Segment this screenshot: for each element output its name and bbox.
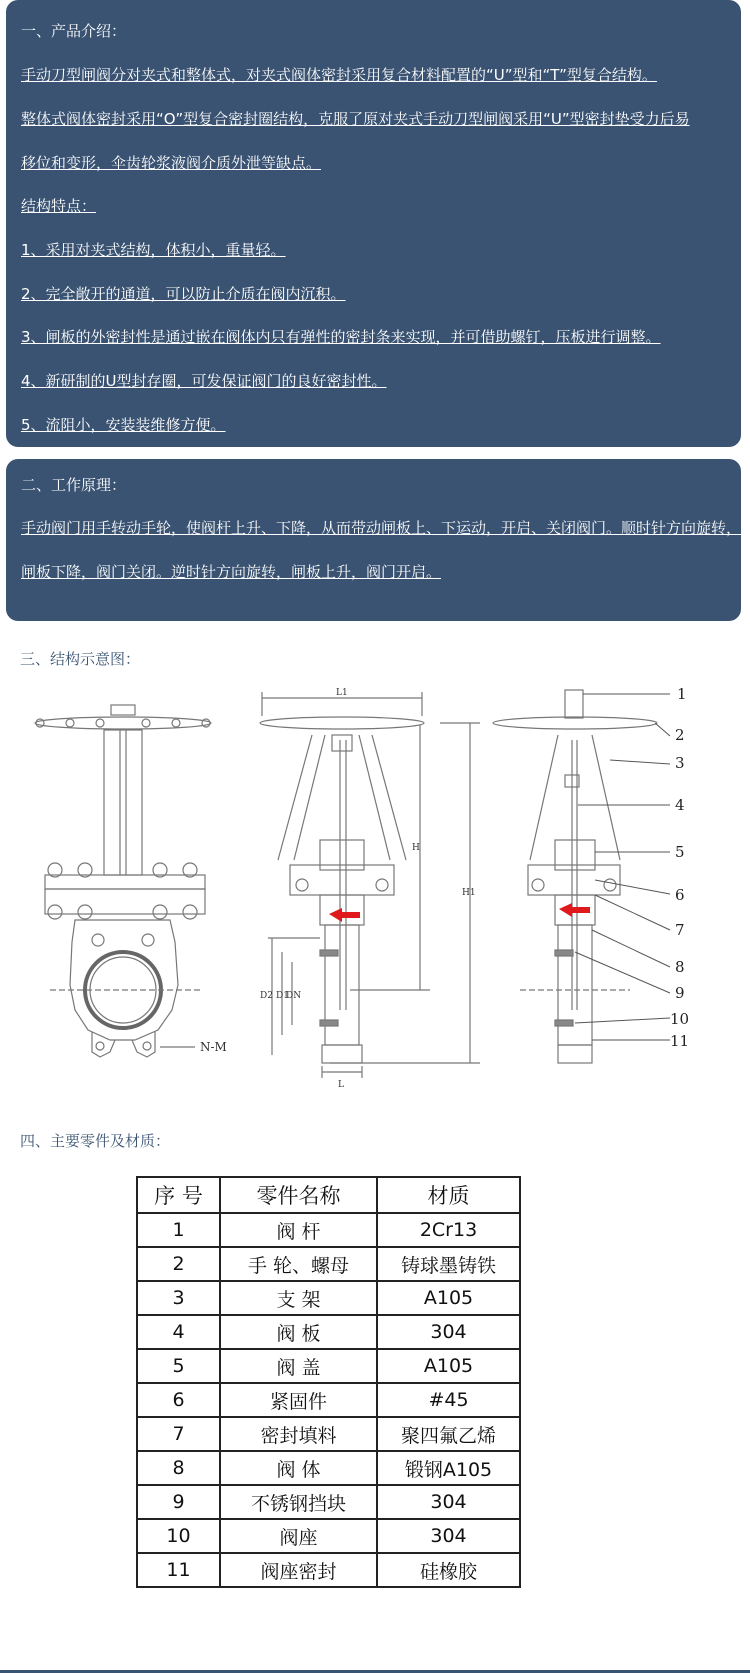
table-row	[137, 1315, 520, 1349]
dim-label-nm: N-M	[200, 1040, 227, 1054]
feature-item: 3、闸板的外密封性是通过嵌在阀体内只有弹性的密封条来实现，并可借助螺钉，压板进行调整。	[21, 328, 661, 346]
material-cell: 2Cr13	[377, 1213, 520, 1247]
table-row	[137, 1553, 520, 1587]
part-name-cell: 手 轮、螺母	[220, 1247, 377, 1281]
table-row	[137, 1451, 520, 1485]
part-name-cell: 阀座	[220, 1519, 377, 1553]
material-cell: #45	[377, 1383, 520, 1417]
working-principle-panel	[6, 459, 741, 621]
header-number: 序 号	[137, 1177, 220, 1213]
feature-item: 1、采用对夹式结构，体积小，重量轻。	[21, 241, 286, 259]
material-cell: 锻钢A105	[377, 1451, 520, 1485]
table-row	[137, 1247, 520, 1281]
dim-label-dn: DN	[286, 991, 302, 1001]
principle-line: 闸板下降，阀门关闭。逆时针方向旋转，闸板上升，阀门开启。	[21, 563, 442, 581]
dim-label-l1: L1	[336, 688, 348, 698]
intro-line: 移位和变形，伞齿轮浆液阀介质外泄等缺点。	[21, 154, 322, 172]
dim-label-d1: D1	[276, 991, 289, 1001]
part-name-cell: 不锈钢挡块	[220, 1485, 377, 1519]
valve-structure-diagram	[20, 680, 740, 1100]
flow-arrow-middle	[329, 908, 360, 922]
part-number-cell: 9	[137, 1485, 220, 1519]
material-cell: 硅橡胶	[377, 1553, 520, 1587]
principle-line: 手动阀门用手转动手轮，使阀杆上升、下降，从而带动闸板上、下运动，开启、关闭阀门。顺时针方向旋转，	[21, 519, 742, 537]
valve-drawing-svg	[20, 680, 740, 1100]
front-view-drawing	[35, 705, 211, 1057]
part-number-cell: 8	[137, 1451, 220, 1485]
callout-8: 8	[675, 958, 685, 976]
part-number-cell: 5	[137, 1349, 220, 1383]
callout-6: 6	[675, 886, 685, 904]
callout-7: 7	[675, 921, 685, 939]
intro-line: 整体式阀体密封采用“O”型复合密封圈结构，克服了原对夹式手动刀型闸阀采用“U”型密封垫受力后易	[21, 110, 690, 128]
dim-label-h1: H1	[462, 888, 476, 898]
part-name-cell: 阀 盖	[220, 1349, 377, 1383]
feature-item: 5、流阻小，安装装维修方便。	[21, 416, 226, 434]
part-number-cell: 7	[137, 1417, 220, 1451]
dim-label-d2: D2	[260, 991, 273, 1001]
features-heading: 结构特点：	[21, 197, 97, 215]
part-number-cell: 1	[137, 1213, 220, 1247]
material-cell: 304	[377, 1485, 520, 1519]
exploded-section-view-drawing	[493, 690, 657, 1063]
header-part-name: 零件名称	[220, 1177, 377, 1213]
dim-label-h: H	[412, 843, 420, 853]
product-intro-panel	[6, 0, 741, 447]
feature-item: 4、新研制的U型封存圈，可发保证阀门的良好密封性。	[21, 372, 387, 390]
feature-item: 2、完全敞开的通道，可以防止介质在阀内沉积。	[21, 285, 346, 303]
dim-label-l: L	[338, 1080, 344, 1090]
callout-1: 1	[677, 685, 687, 703]
header-material: 材质	[377, 1177, 520, 1213]
callout-4: 4	[675, 796, 685, 814]
part-number-cell: 2	[137, 1247, 220, 1281]
part-name-cell: 阀 体	[220, 1451, 377, 1485]
table-row	[137, 1349, 520, 1383]
product-intro-heading: 一、产品介绍：	[21, 22, 127, 40]
callout-11: 11	[670, 1032, 690, 1050]
material-cell: 聚四氟乙烯	[377, 1417, 520, 1451]
part-name-cell: 阀 杆	[220, 1213, 377, 1247]
part-number-cell: 10	[137, 1519, 220, 1553]
table-row	[137, 1383, 520, 1417]
flow-arrow-right	[559, 903, 590, 917]
material-cell: A105	[377, 1349, 520, 1383]
table-row	[137, 1213, 520, 1247]
callout-10: 10	[670, 1010, 690, 1028]
callout-3: 3	[675, 754, 685, 772]
part-name-cell: 阀 板	[220, 1315, 377, 1349]
flow-direction-arrows	[329, 903, 590, 922]
part-number-cell: 4	[137, 1315, 220, 1349]
part-number-cell: 11	[137, 1553, 220, 1587]
material-cell: 304	[377, 1519, 520, 1553]
callout-5: 5	[675, 843, 685, 861]
table-row	[137, 1417, 520, 1451]
part-name-cell: 阀座密封	[220, 1553, 377, 1587]
material-cell: A105	[377, 1281, 520, 1315]
structure-diagram-title: 三、结构示意图：	[20, 650, 141, 668]
part-name-cell: 密封填料	[220, 1417, 377, 1451]
parts-materials-title: 四、主要零件及材质：	[20, 1132, 171, 1150]
table-header-row	[137, 1177, 520, 1213]
intro-line: 手动刀型闸阀分对夹式和整体式，对夹式阀体密封采用复合材料配置的“U”型和“T”型复合结构。	[21, 66, 657, 84]
part-name-cell: 支 架	[220, 1281, 377, 1315]
material-cell: 铸球墨铸铁	[377, 1247, 520, 1281]
material-cell: 304	[377, 1315, 520, 1349]
side-section-view-drawing	[260, 692, 480, 1078]
callout-9: 9	[675, 984, 685, 1002]
working-principle-heading: 二、工作原理：	[21, 476, 127, 494]
part-number-cell: 6	[137, 1383, 220, 1417]
parts-materials-table	[136, 1176, 521, 1588]
table-row	[137, 1519, 520, 1553]
callout-2: 2	[675, 726, 685, 744]
part-number-cell: 3	[137, 1281, 220, 1315]
part-name-cell: 紧固件	[220, 1383, 377, 1417]
table-row	[137, 1281, 520, 1315]
table-row	[137, 1485, 520, 1519]
